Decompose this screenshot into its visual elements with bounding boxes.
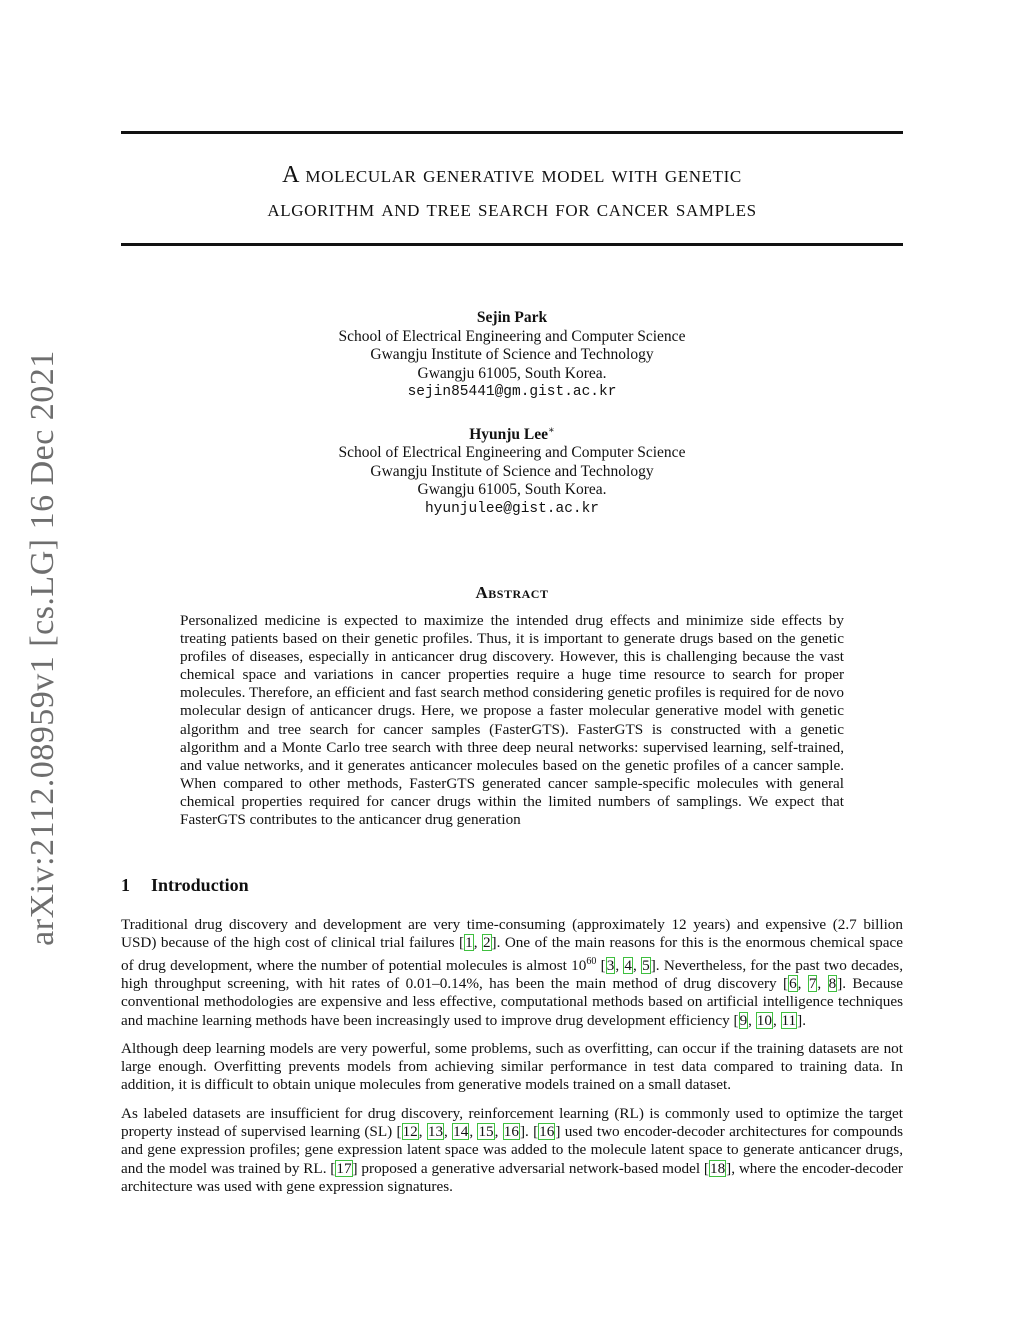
section-body — [121, 916, 903, 1206]
abstract-text: Personalized medicine is expected to maximize the intended drug effects and minimize side effects by treating patients based on their genetic profiles. Thus, it is important to generate drugs based on the genetic profiles of diseases, especially in anticancer drug discovery. However, this is challenging because the vast chemical space and variations in cancer properties require a huge time resource to search for proper molecules. Therefore, an efficient and fast search method considering genetic profiles is required for de novo molecular design of anticancer drugs. Here, we propose a faster molecular generative model with genetic algorithm and tree search for cancer samples (FasterGTS). FasterGTS is constructed with a genetic algorithm and a Monte Carlo tree search with three deep neural networks: supervised learning, self-trained, and value networks, and it generates anticancer molecules based on the genetic profiles of a cancer sample. When compared to other methods, FasterGTS generated cancer sample-specific molecules with general chemical properties required for cancer drugs within the limited numbers of samplings. We expect that FasterGTS contributes to the anticancer drug generation — [180, 612, 844, 829]
paper-title — [121, 158, 903, 226]
arxiv-stamp: arXiv:2112.08959v1 [cs.LG] 16 Dec 2021 — [24, 350, 61, 946]
author-address: Gwangju 61005, South Korea. — [417, 364, 607, 382]
citation-link[interactable]: 2 — [482, 934, 491, 952]
author-block — [121, 422, 903, 519]
citation-link[interactable]: 4 — [624, 956, 633, 974]
author-list — [121, 305, 903, 538]
corresponding-author-mark: ∗ — [548, 424, 555, 436]
author-block — [121, 305, 903, 402]
author-name: Hyunju Lee∗ — [469, 424, 555, 443]
section-number: 1 — [121, 875, 130, 895]
citation-link[interactable]: 15 — [478, 1123, 494, 1141]
citation-link[interactable]: 16 — [539, 1123, 555, 1141]
citation-link[interactable]: 7 — [808, 974, 817, 992]
citation-link[interactable]: 18 — [709, 1159, 726, 1177]
author-address: Gwangju 61005, South Korea. — [417, 481, 607, 499]
abstract-heading: Abstract — [475, 583, 549, 602]
citation-link[interactable]: 5 — [642, 956, 650, 974]
citation-link[interactable]: 14 — [453, 1123, 469, 1141]
title-rule-bottom — [121, 243, 903, 246]
title-line-2: algorithm and tree search for cancer samples — [267, 196, 757, 222]
citation-link[interactable]: 13 — [427, 1123, 444, 1141]
citation-link[interactable]: 16 — [503, 1123, 519, 1141]
author-name: Sejin Park — [476, 309, 548, 327]
citation-link[interactable]: 9 — [739, 1011, 748, 1029]
citation-link[interactable]: 11 — [781, 1011, 797, 1029]
title-line-1: A molecular generative model with genetic — [282, 162, 742, 188]
paragraph: Traditional drug discovery and development are very time-consuming (approximately 12 years) and expensive (2.7 billion USD) because of the high cost of clinical trial failures [1, 2]. One of the main reasons for this is the enormous chemical space of drug development, where the number of potential molecules is almost $10^{60}$ [3, 4, 5]. Nevertheless, for the past two decades, high throughput screening, with hit rates of 0.01–0.14%, has been the main method of drug discovery [6, 7, 8]. Because conventional methodologies are expensive and less effective, computational methods based on artificial intelligence techniques and machine learning methods have been increasingly used to improve drug development efficiency [9, 10, 11]. — [121, 916, 904, 1029]
author-email[interactable]: sejin85441@gm.gist.ac.kr — [407, 384, 617, 401]
author-department: School of Electrical Engineering and Computer Science — [338, 327, 686, 345]
citation-link[interactable]: 1 — [465, 934, 473, 952]
citation-link[interactable]: 17 — [336, 1159, 352, 1177]
author-department: School of Electrical Engineering and Computer Science — [338, 444, 686, 462]
author-email[interactable]: hyunjulee@gist.ac.kr — [424, 500, 600, 517]
author-institution: Gwangju Institute of Science and Technology — [370, 346, 654, 364]
section-heading — [121, 875, 249, 896]
paragraph: As labeled datasets are insufficient for drug discovery, reinforcement learning (RL) is commonly used to optimize the target property instead of supervised learning (SL) [12, 13, 14, 15, 16]. [16] used two encoder-decoder architectures for compounds and gene expression profiles; gene expression latent space was added to the molecule latent space to generate anticancer drugs, and the model was trained by RL. [17] proposed a generative adversarial network-based model [18], where the encoder-decoder architecture was used with gene expression signatures. — [121, 1104, 904, 1195]
citation-link[interactable]: 12 — [402, 1123, 418, 1141]
section-title: Introduction — [151, 875, 249, 895]
title-rule-top — [121, 131, 903, 134]
citation-link[interactable]: 10 — [756, 1011, 772, 1029]
citation-link[interactable]: 8 — [828, 974, 837, 992]
paragraph: Although deep learning models are very powerful, some problems, such as overfitting, can occur if the training datasets are not large enough. Overfitting prevents models from achieving similar performance in test data compared to training data. In addition, it is difficult to obtain unique molecules from generative models trained on a small dataset. — [121, 1039, 903, 1094]
citation-link[interactable]: 3 — [606, 956, 615, 974]
author-institution: Gwangju Institute of Science and Technology — [370, 462, 654, 480]
citation-link[interactable]: 6 — [789, 974, 797, 992]
